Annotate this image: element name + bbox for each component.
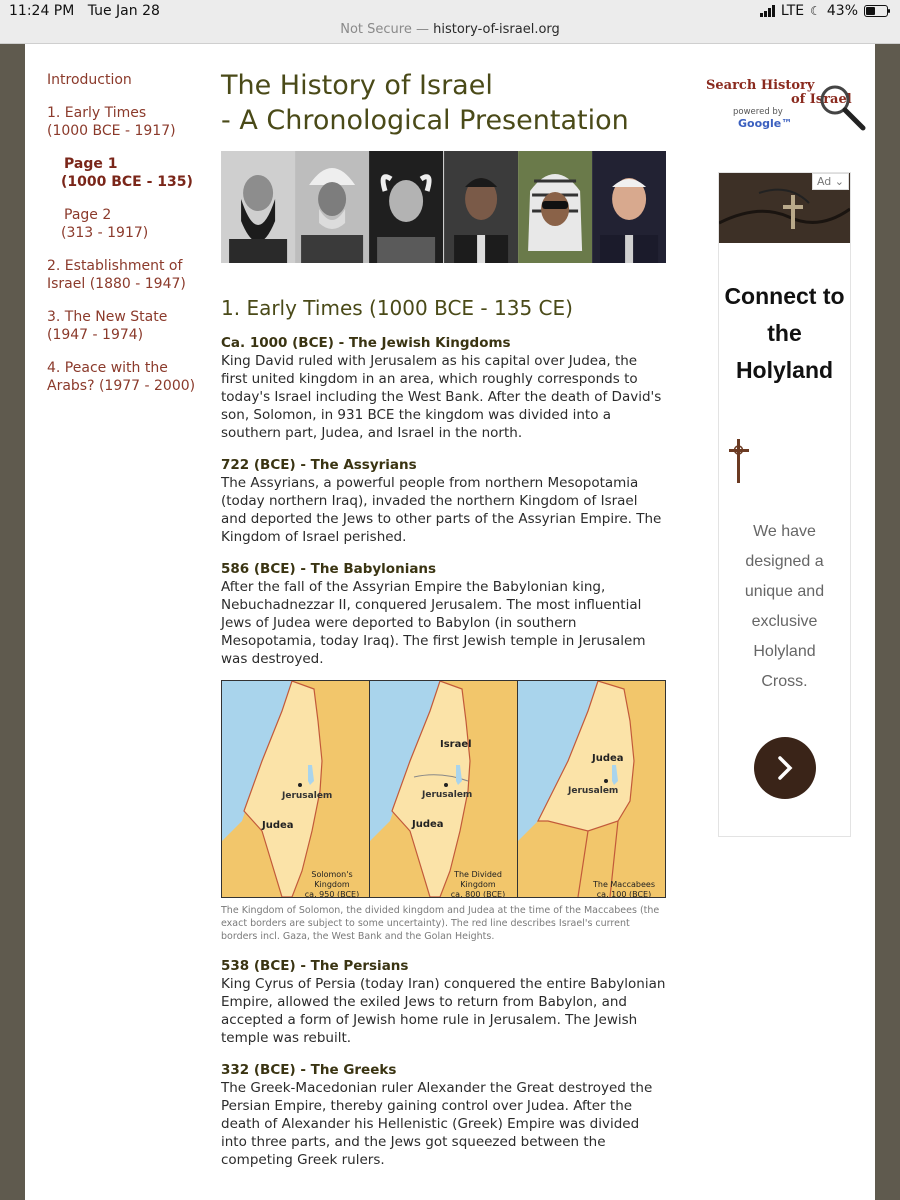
map-solomon <box>222 681 370 897</box>
powered-by-label: powered by <box>733 107 783 117</box>
title-line-1: The History of Israel <box>221 70 493 101</box>
entry-title: Ca. 1000 (BCE) - The Jewish Kingdoms <box>221 335 511 351</box>
chevron-down-icon: ⌄ <box>834 175 844 188</box>
entry-greeks <box>221 1061 666 1169</box>
map-caption-line: ca. 100 (BCE) <box>596 890 652 897</box>
nav-page1-range: (1000 BCE - 135) <box>61 174 193 190</box>
entry-jewish-kingdoms <box>221 334 666 442</box>
entry-text: After the fall of the Assyrian Empire the Babylonian king, Nebuchadnezzar II, conquered Jerusalem. The most influential Jews of Judea were deported to Babylon (in southern Mesopotamia, today Iraq). The first Jewish temple in Jerusalem was destroyed. <box>221 579 646 667</box>
section-heading: 1. Early Times (1000 BCE - 135 CE) <box>221 296 573 320</box>
address-bar[interactable] <box>0 22 900 44</box>
map-label: Judea <box>262 820 294 831</box>
url-host: history-of-israel.org <box>433 22 560 37</box>
security-label: Not Secure <box>340 22 412 37</box>
ad-body-line: designed a <box>745 553 824 570</box>
nav-page2-label: Page 2 <box>64 207 112 223</box>
moon-icon: ☾ <box>810 4 821 18</box>
advertisement[interactable] <box>718 172 851 837</box>
battery-percent: 43% <box>826 3 858 19</box>
map-label: Judea <box>412 819 444 830</box>
entry-title: 586 (BCE) - The Babylonians <box>221 561 437 577</box>
ad-next-button[interactable] <box>754 737 816 799</box>
portrait-4 <box>444 151 518 263</box>
nav-page2-range: (313 - 1917) <box>61 225 149 241</box>
magnifier-icon <box>817 82 867 132</box>
status-bar <box>0 0 900 22</box>
svg-text:The Maccabeesca. 100 (BCE) <box>592 880 655 897</box>
ad-headline-line: Holyland <box>735 357 834 383</box>
nav-new-state[interactable]: 3. The New State (1947 - 1974) <box>47 309 168 343</box>
ad-body-line: Holyland <box>753 643 816 660</box>
time-text: 11:24 PM <box>9 3 75 19</box>
ad-badge[interactable] <box>812 173 849 190</box>
entry-title: 538 (BCE) - The Persians <box>221 958 409 974</box>
map-caption-line: The Divided <box>454 870 502 879</box>
sidebar-nav <box>47 71 207 410</box>
nav-page-2[interactable] <box>47 206 207 242</box>
entry-persians <box>221 957 666 1047</box>
ad-badge-label: Ad <box>816 175 832 188</box>
map-caption: The Kingdom of Solomon, the divided kingdom and Judea at the time of the Maccabees (the exact borders are subject to some uncertainty). The red line describes Israel's current borders incl. Gaza, the West Bank and the Golan Heights. <box>221 905 660 942</box>
entry-text: The Assyrians, a powerful people from northern Mesopotamia (today northern Iraq), invaded the northern Kingdom of Israel and deported the Jews to other parts of the Assyrian Empire. The Kingdom of Israel perished. <box>221 475 662 545</box>
ad-headline <box>719 278 850 389</box>
title-line-2: - A Chronological Presentation <box>221 105 629 136</box>
ad-headline-line: the <box>767 320 802 346</box>
signal-icon <box>760 5 775 17</box>
entry-text: King Cyrus of Persia (today Iran) conquered the entire Babylonian Empire, allowed the exiled Jews to return from Babylon, and accepted a form of Jewish home rule in Jerusalem. The Jewish temple was rebuilt. <box>221 976 666 1046</box>
entry-title: 332 (BCE) - The Greeks <box>221 1062 397 1078</box>
nav-page-1[interactable] <box>47 155 207 191</box>
web-page <box>25 44 875 1200</box>
status-right <box>760 3 888 19</box>
status-time <box>9 3 160 19</box>
holyland-cross-icon <box>719 435 759 485</box>
entry-text: The Greek-Macedonian ruler Alexander the Great destroyed the Persian Empire, thereby gaining control over Judea. After the death of Alexander his Hellenistic (Greek) Empire was divided into three parts, and the Jews got squeezed between the competing Greek rulers. <box>221 1080 653 1168</box>
entry-assyrians <box>221 456 666 546</box>
google-label: Google™ <box>738 117 793 130</box>
portrait-5 <box>518 151 592 263</box>
battery-icon <box>864 5 888 17</box>
map-label: Jerusalem <box>422 790 473 800</box>
map-label: Jerusalem <box>568 786 619 796</box>
map-label: Jerusalem <box>282 791 333 801</box>
historical-maps <box>221 680 666 898</box>
ad-body-line: We have <box>753 523 816 540</box>
portrait-6 <box>592 151 666 263</box>
main-content <box>221 68 666 1169</box>
map-label: Judea <box>592 753 624 764</box>
portrait-1 <box>221 151 295 263</box>
ad-body-line: unique and <box>744 583 825 600</box>
entry-title: 722 (BCE) - The Assyrians <box>221 457 417 473</box>
ad-headline-line: Connect to <box>724 283 845 309</box>
nav-establishment[interactable]: 2. Establishment of Israel (1880 - 1947) <box>47 258 186 292</box>
map-caption-line: ca. 800 (BCE) <box>450 890 506 897</box>
page-title <box>221 68 666 138</box>
nav-early-times[interactable] <box>47 104 207 140</box>
ad-image[interactable] <box>719 173 850 243</box>
nav-peace[interactable]: 4. Peace with the Arabs? (1977 - 2000) <box>47 360 196 394</box>
nav-introduction[interactable]: Introduction <box>47 72 132 88</box>
portrait-2 <box>295 151 369 263</box>
ad-body-text <box>719 517 850 697</box>
map-caption-line: Kingdom <box>460 880 496 889</box>
nav-early-label: 1. Early Times <box>47 105 147 121</box>
url-separator: — <box>411 22 434 37</box>
search-logo-line1: Search History <box>706 78 815 93</box>
map-caption-line: ca. 950 (BCE) <box>304 890 360 897</box>
date-text: Tue Jan 28 <box>87 3 160 19</box>
entry-text: King David ruled with Jerusalem as his capital over Judea, the first united kingdom in an area, which roughly corresponds to today's Israel including the West Bank. After the death of David's son, Solomon, in 931 BCE the kingdom was divided into a southern part, Judea, and Israel in the north. <box>221 353 662 441</box>
map-divided-kingdom <box>370 681 518 897</box>
ad-body-line: exclusive <box>751 613 818 630</box>
map-label: Israel <box>440 739 472 750</box>
map-caption-line: Solomon's <box>311 870 353 879</box>
entry-babylonians <box>221 560 666 668</box>
search-logo-line2: of Israel <box>791 92 852 107</box>
map-caption-line: The Maccabees <box>592 880 656 889</box>
chevron-right-icon <box>774 755 796 781</box>
nav-page1-label: Page 1 <box>64 156 118 172</box>
map-maccabees <box>518 681 665 897</box>
portrait-3 <box>369 151 443 263</box>
site-search-logo[interactable] <box>705 74 865 136</box>
ad-body-line: Cross. <box>761 673 808 690</box>
portrait-banner <box>221 151 666 263</box>
map-caption-line: Kingdom <box>314 880 350 889</box>
nav-early-range: (1000 BCE - 1917) <box>47 123 176 139</box>
network-label: LTE <box>780 3 805 19</box>
